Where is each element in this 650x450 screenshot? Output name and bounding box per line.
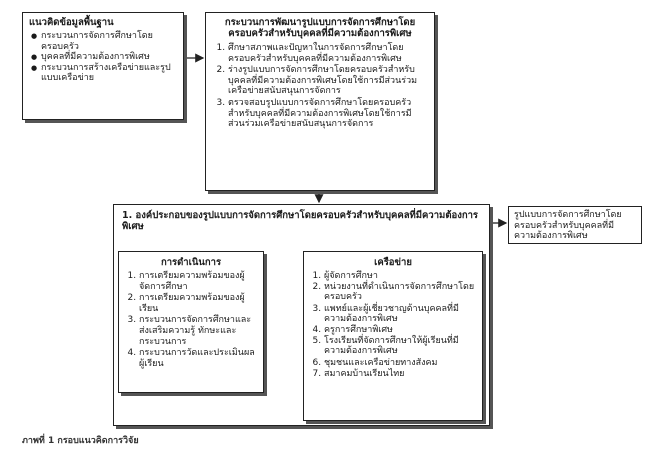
network-item: 5. โรงเรียนที่จัดการศึกษาให้ผู้เรียนที่มีความต้องการพิเศษ [324, 336, 476, 356]
foundation-item: ● กระบวนการจัดการศึกษาโดยครอบครัว [41, 31, 177, 52]
operation-item: 4. กระบวนการวัดและประเมินผลผู้เรียน [139, 348, 257, 369]
network-item: 6. ชุมชนและเครือข่ายทางสังคม [324, 358, 476, 368]
network-item: 1. ผู้จัดการศึกษา [324, 271, 476, 281]
network-box [303, 251, 483, 421]
operation-box [118, 251, 264, 393]
foundation-item: ● กระบวนการสร้างเครือข่ายและรูปแบบเครือข่าย [41, 63, 177, 84]
figure-caption: ภาพที่ 1 กรอบแนวคิดการวิจัย [22, 436, 139, 446]
components-title: 1. องค์ประกอบของรูปแบบการจัดการศึกษาโดยครอบครัวสำหรับบุคคลที่มีความต้องการพิเศษ [122, 210, 479, 232]
result-text: รูปแบบการจัดการศึกษาโดยครอบครัวสำหรับบุคคลที่มีความต้องการพิเศษ [514, 210, 622, 242]
foundation-box [22, 12, 184, 120]
foundation-title: แนวคิดข้อมูลพื้นฐาน [29, 17, 114, 28]
process-step: 1. ศึกษาสภาพและปัญหาในการจัดการศึกษาโดยครอบครัวสำหรับบุคคลที่มีความต้องการพิเศษ [228, 43, 426, 64]
operation-item: 1. การเตรียมความพร้อมของผู้จัดการศึกษา [139, 271, 257, 292]
operation-item: 2. การเตรียมความพร้อมของผู้เรียน [139, 293, 257, 314]
foundation-list [29, 31, 177, 84]
network-title: เครือข่าย [374, 257, 412, 268]
process-box [205, 12, 435, 191]
network-item: 4. ครูการศึกษาพิเศษ [324, 325, 476, 335]
network-item: 3. แพทย์และผู้เชี่ยวชาญด้านบุคคลที่มีความต้องการพิเศษ [324, 304, 476, 324]
process-step: 3. ตรวจสอบรูปแบบการจัดการศึกษาโดยครอบครัวสำหรับบุคคลที่มีความต้องการพิเศษโดยใช้การมีส่วนร่วมเครือข่ายสนับสนุนการจัดการ [228, 98, 426, 130]
process-steps [214, 43, 426, 130]
operation-list [125, 271, 257, 369]
network-item: 7. สมาคมบ้านเรียนไทย [324, 369, 476, 379]
operation-item: 3. กระบวนการจัดการศึกษาและส่งเสริมความรู้ ทักษะและกระบวนการ [139, 315, 257, 347]
foundation-item: ● บุคคลที่มีความต้องการพิเศษ [41, 52, 177, 63]
network-list [310, 271, 476, 379]
result-box [508, 206, 642, 244]
network-item: 2. หน่วยงานที่ดำเนินการจัดการศึกษาโดยครอบครัว [324, 282, 476, 302]
process-title: กระบวนการพัฒนารูปแบบการจัดการศึกษาโดยครอบครัวสำหรับบุคคลที่มีความต้องการพิเศษ [224, 17, 416, 39]
operation-title: การดำเนินการ [160, 257, 222, 268]
process-step: 2. ร่างรูปแบบการจัดการศึกษาโดยครอบครัวสำหรับบุคคลที่มีความต้องการพิเศษโดยใช้การมีส่วนร่วมเครือข่ายสนับสนุนการจัดการ [228, 65, 426, 97]
